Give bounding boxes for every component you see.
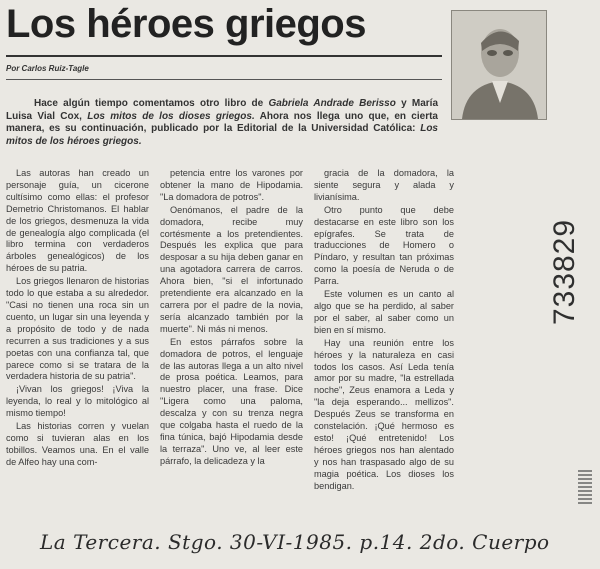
margin-catalog-number: 733829 xyxy=(548,218,582,326)
title-rule xyxy=(6,55,442,57)
paragraph: Las historias corren y vuelan como si tuvieran alas en los tobillos. Veamos una. En el valle de Alfeo hay una com- xyxy=(6,421,149,467)
paragraph: petencia entre los varones por obtener la mano de Hipodamia. "La domadora de potros". xyxy=(160,168,303,202)
author-photo xyxy=(451,10,547,120)
paragraph: Las autoras han creado un personaje guía, un cicerone cultísimo como ellas: el profesor Demetrio Christomanos. El hablar de los griegos, desmenuza la vida de genealogía algo complicada (el libro termina con verdaderos árboles genealógicos) de los héroes de su patria. xyxy=(6,168,149,274)
paragraph: Los griegos llenaron de historias todo lo que estaba a su alrededor. "Casi no tienen una roca sin un cuento, un lugar sin una leyenda y a propósito de todo y de nada recurren a sus tradiciones y a sus poetas con una confianza tal, que parece como si se tratara de la verdadera historia de su patria". xyxy=(6,276,149,382)
byline-rule xyxy=(6,79,442,80)
column-3 xyxy=(314,168,454,493)
column-2 xyxy=(160,168,303,469)
lead-paragraph: Hace algún tiempo comentamos otro libro de Gabriela Andrade Berisso y María Luisa Vial Cox, Los mitos de los dioses griegos. Ahora nos llega uno que, en cierta manera, es su continuación, publicado por la Editorial de la Universidad Católica: Los mitos de los héroes griegos. xyxy=(6,98,438,147)
byline: Por Carlos Ruiz-Tagle xyxy=(6,64,89,73)
article-title: Los héroes griegos xyxy=(6,2,366,46)
paragraph: ¡Vivan los griegos! ¡Viva la leyenda, lo real y lo mitológico al mismo tiempo! xyxy=(6,384,149,419)
paragraph: Otro punto que debe destacarse en este libro son los epígrafes. Se trata de traducciones de Homero o Píndaro, y resultan tan próximas como la poesía de Neruda o de Parra. xyxy=(314,204,454,287)
portrait-image xyxy=(452,11,546,119)
paragraph: Este volumen es un canto al algo que se ha perdido, al saber por el saber, al saber como un bien en sí mismo. xyxy=(314,289,454,335)
paragraph: En estos párrafos sobre la domadora de potros, el lenguaje de las autoras llega a un alto nivel de prosa poética. Leamos, para nuestro placer, una frase. Dice "Ligera como una paloma, descalza y con su trenza negra que colgaba hasta el ruedo de la fina túnica, bajó Hipodamia desde la terraza". Uno ve, al leer este párrafo, la delicadeza y la xyxy=(160,336,303,466)
paragraph: Hay una reunión entre los héroes y la naturaleza en casi todos los casos. Así Leda tenía amor por su madre, "la estrellada noche", Zeus enamora a Leda y "la deja esperando... mellizos". Después Zeus se transforma en constelación. ¡Qué hermoso es esto! ¡Qué entretenido! Los héroes griegos nos han alentado y nos han traspasado algo de su magia poética. Los dioses los bendigan. xyxy=(314,337,454,491)
handwritten-source-note: La Tercera. Stgo. 30-VI-1985. p.14. 2do. Cuerpo xyxy=(40,530,550,554)
paragraph: gracia de la domadora, la siente segura y alada y livianísima. xyxy=(314,168,454,202)
paragraph: Oenómanos, el padre de la domadora, recibe muy cortésmente a los pretendientes. Después les explica que para desposar a su hija deben ganar en una agotadora carrera de carros. Ahora bien, "si el infortunado pretendiente era alcanzado en la carrera por el padre de la novia, sería alcanzado también por la muerte". Ni más ni menos. xyxy=(160,204,303,334)
column-1 xyxy=(6,168,149,470)
barcode-stamp xyxy=(578,470,592,504)
